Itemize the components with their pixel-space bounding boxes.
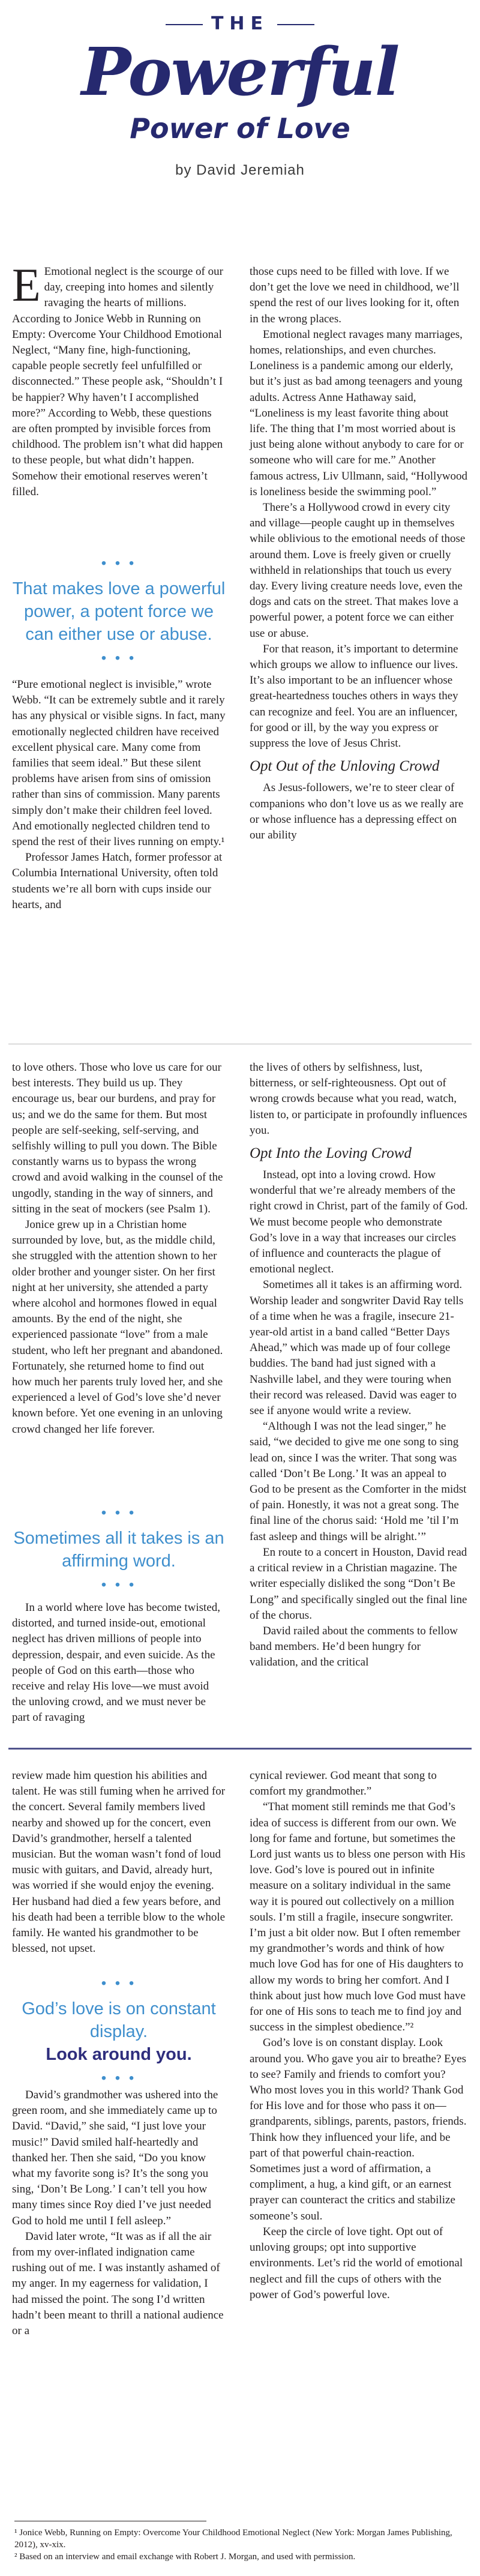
pull-quote-dots-top: • • • bbox=[101, 555, 137, 571]
paragraph: Instead, opt into a loving crowd. How wonderful that we’re already members of the right crowd in Christ, part of the family of God. We must become people who demonstrate God’s love in a way that increases our circles of influence and counteracts the plague of emotional neglect. bbox=[250, 1169, 468, 1276]
section1-left-column-continued bbox=[12, 677, 226, 913]
paragraph: to love others. Those who love us care for our best interests. They build us up. They encourage us, bear our burdens, and pray for us; and we do the same for them. But most people are self-seeking, self-serving, and selfishly willing to pull you down. The Bible constantly warns us to bypass the wrong crowd and avoid walking in the counsel of the ungodly, standing in the way of sinners, and sitting in the seat of mockers (see Psalm 1). bbox=[12, 1061, 223, 1215]
pull-quote-dots-bottom: • • • bbox=[101, 1577, 137, 1593]
title-the: THE bbox=[0, 13, 480, 34]
pull-quote-text: That makes love a powerful power, a potent force we can either use or abuse. bbox=[12, 579, 226, 644]
paragraph bbox=[12, 259, 226, 500]
pull-quote-dots-top: • • • bbox=[101, 1505, 137, 1521]
title-powerful: Powerful bbox=[81, 33, 399, 110]
pull-quote-text: Sometimes all it takes is an affirming word. bbox=[13, 1529, 224, 1571]
section-heading: Opt Out of the Unloving Crowd bbox=[250, 758, 440, 775]
paragraph: En route to a concert in Houston, David read a critical review in a Christian magazine. The writer especially disliked the song “Don’t Be Long” and specifically singled out the final line of the chorus. bbox=[250, 1545, 467, 1622]
paragraph: “Pure emotional neglect is invisible,” wrote Webb. “It can be extremely subtle and it rarely has any physical or visible signs. In fact, many emotionally neglected children have received excellent physical care. Many come from families that seem ideal.” But these silent problems have arisen from sins of omission rather than sins of commission. Many parents simply don’t make their children feel loved. And emotionally neglected children tend to spend the rest of their lives running on empty.¹ bbox=[12, 678, 226, 849]
pull-quote-1 bbox=[12, 555, 226, 666]
author-byline: by David Jeremiah bbox=[175, 162, 305, 178]
paragraph: Professor James Hatch, former professor at Columbia International University, often told students we’re all born with cups inside our hearts, and bbox=[12, 851, 223, 911]
section-heading: Opt Into the Loving Crowd bbox=[250, 1145, 412, 1162]
section3-left-column bbox=[12, 1768, 226, 1957]
paragraph-text: Emotional neglect is the scourge of our day, creeping into homes and silently ravaging the hearts of millions. According to Jonice Webb in Running on Empty: Overcome Your Childhood Emotional Neglect, “Many fine, high-functioning, capable people secretly feel unfulfilled or disconnected.” These people ask, “Shouldn’t I be happier? Why haven’t I accomplished more?” According to Webb, these questions are often prompted by invisible forces from childhood. The problem isn’t what did happen to these people, but what didn’t happen. Somehow their emotional reserves weren’t filled. bbox=[12, 265, 223, 498]
section2-left-column bbox=[12, 1060, 226, 1437]
pull-quote-emphasis: Look around you. bbox=[46, 2045, 192, 2064]
paragraph: Emotional neglect ravages many marriages, homes, relationships, and even churches. Loneliness is a pandemic among our elderly, but it’s just as bad among teenagers and young adults. Actress Anne Hathaway said, “Loneliness is my least favorite thing about life. The thing that I’m most worried about is just being alone without anybody to care for or someone who will care for me.” Another famous actress, Liv Ullmann, said, “Hollywood is loneliness beside the swimming pool.” bbox=[250, 328, 468, 498]
paragraph: God’s love is on constant display. Look around you. Who gave you air to breathe? Eyes to see? Family and friends to comfort you? Who most loves you in this world? Thank God for His love and for those who pass it on—grandparents, siblings, parents, pastors, friends. Think how they influenced your life, and be part of that powerful chain-reaction. Sometimes just a word of affirmation, a compliment, a hug, a kind gift, or an earnest prayer can counteract the critics and stabilize someone’s soul. bbox=[250, 2036, 467, 2222]
paragraph: Jonice grew up in a Christian home surrounded by love, but, as the middle child, she struggled with the attention shown to her older brother and younger sister. On her first night at her university, she attended a party where alcohol and hormones flowed in equal amounts. By the end of the night, she experienced passionate “love” from a male student, who left her pregnant and abandoned. Fortunately, she returned home to find out how much her parents truly loved her, and she experienced a level of God’s love she’d never known before. Yet one evening in an unloving crowd changed her life forever. bbox=[12, 1218, 223, 1436]
paragraph: Sometimes all it takes is an affirming word. Worship leader and songwriter David Ray tells of a time when he was a fragile, insecure 21-year-old artist in a band called “Better Days Ahead,” which was made up of four college buddies. The band had just signed with a Nashville label, and they were touring when their record was released. David was eager to see if anyone would write a review. bbox=[250, 1278, 464, 1418]
section1-right-column bbox=[250, 264, 468, 843]
pull-quote-text: God’s love is on constant display. bbox=[22, 1999, 216, 2041]
section3-left-column-continued bbox=[12, 2087, 226, 2339]
paragraph: There’s a Hollywood crowd in every city and village—people caught up in themselves while oblivious to the emotional needs of those around them. Love is freely given or cruelly withheld in relationships that touch us every day. Every living creature needs love, even the dogs and cats on the street. That makes love a powerful power, a potent force we can either use or abuse. bbox=[250, 501, 466, 640]
footnote-2: ² Based on an interview and email exchange with Robert J. Morgan, and used with permission. bbox=[14, 2552, 356, 2562]
paragraph: As Jesus-followers, we’re to steer clear of companions who don’t love us as we really are or whose influence has a depressing effect on our ability bbox=[250, 781, 464, 841]
section-divider bbox=[8, 1043, 472, 1045]
paragraph: David later wrote, “It was as if all the air from my over-inflated indignation came rushing out of me. I was instantly ashamed of my anger. In my eagerness for validation, I had missed the point. The song I’d written hadn’t been meant to thrill a national audience or a bbox=[12, 2230, 224, 2338]
pull-quote-2 bbox=[12, 1505, 226, 1593]
paragraph: Keep the circle of love tight. Opt out of unloving groups; opt into supportive environments. Let’s rid the world of emotional neglect and fill the cups of others with the power of God’s powerful love. bbox=[250, 2225, 463, 2301]
paragraph: those cups need to be filled with love. If we don’t get the love we need in childhood, we’ll spend the rest of our lives looking for it, often in the wrong places. bbox=[250, 265, 460, 325]
paragraph: In a world where love has become twisted, distorted, and turned inside-out, emotional neglect has driven millions of people into depression, despair, and even suicide. As the people of God on this earth—those who receive and relay His love—we must avoid the unloving crowd, and we must never be part of ravaging bbox=[12, 1601, 221, 1724]
footnotes bbox=[14, 2527, 466, 2563]
footnote-1: ¹ Jonice Webb, Running on Empty: Overcome Your Childhood Emotional Neglect (New York: Morgan James Publishing, 2012), xv-xix. bbox=[14, 2528, 452, 2550]
paragraph: For that reason, it’s important to determine which groups we allow to influence our lives. It’s also important to be an influencer whose great-heartedness touches others in ways they can recognize and feel. You are an influencer, for good or ill, by the way you express or suppress the love of Jesus Christ. bbox=[250, 642, 458, 750]
paragraph: cynical reviewer. God meant that song to comfort my grandmother.” bbox=[250, 1769, 437, 1798]
pull-quote-dots-top: • • • bbox=[101, 1975, 137, 1991]
section-divider bbox=[8, 1748, 472, 1750]
drop-cap: E bbox=[12, 259, 41, 311]
paragraph: the lives of others by selfishness, lust, bitterness, or self-righteousness. Opt out of wrong crowds because what you read, watch, listen to, or participate in profoundly influences you. bbox=[250, 1061, 467, 1137]
section2-left-column-continued bbox=[12, 1600, 226, 1726]
paragraph: “That moment still reminds me that God’s idea of success is different from our own. We long for fame and fortune, but sometimes the Lord just wants us to bless one person with His love. God’s love is poured out in infinite measure on a solitary individual in the same way it is poured out collectively on a million souls. I’m still a fragile, insecure songwriter. I’m just a bit older now. But I often remember my grandmother’s words and think of how much love God has for one of His daughters to allow my words to bring her comfort. And I think about just how much love God must have for one of His sons to teach me to find joy and success in the simplest obedience.”² bbox=[250, 1801, 466, 2034]
paragraph: David railed about the comments to fellow band members. He’d been hungry for validation, and the critical bbox=[250, 1624, 458, 1669]
paragraph: David’s grandmother was ushered into the green room, and she immediately came up to David. “David,” she said, “I just love your music!” David smiled half-heartedly and thanked her. Then she said, “Do you know what my favorite song is? It’s the song you sing, ‘Don’t Be Long.’ I can’t tell you how many times since Roy died I’ve just needed God to hold me until I fell asleep.” bbox=[12, 2089, 218, 2227]
pull-quote-dots-bottom: • • • bbox=[101, 2070, 137, 2086]
paragraph: “Although I was not the lead singer,” he said, “we decided to give me one song to sing lead on, since I was the writer. That song was called ‘Don’t Be Long.’ It was an appeal to God to be present as the Comforter in the midst of pain. Honestly, it was not a great song. The final line of the chorus said: ‘Hold me ’til I’m fast asleep and things will be alright.’” bbox=[250, 1420, 467, 1543]
paragraph: review made him question his abilities and talent. He was still fuming when he arrived for the concert. Several family members lived nearby and showed up for the concert, even David’s grandmother, herself a talented musician. But the woman wasn’t fond of loud music with guitars, and David, already hurt, was worried if she would enjoy the evening. Her husband had died a few years before, and his death had been a terrible blow to the whole family. He wanted his grandmother to be blessed, not upset. bbox=[12, 1769, 226, 1955]
pull-quote-dots-bottom: • • • bbox=[101, 650, 137, 666]
title-power-of-love: Power of Love bbox=[130, 112, 350, 145]
section3-right-column bbox=[250, 1768, 468, 2303]
pull-quote-3 bbox=[12, 1975, 226, 2086]
section2-right-column bbox=[250, 1060, 468, 1671]
section1-left-column bbox=[12, 259, 226, 500]
